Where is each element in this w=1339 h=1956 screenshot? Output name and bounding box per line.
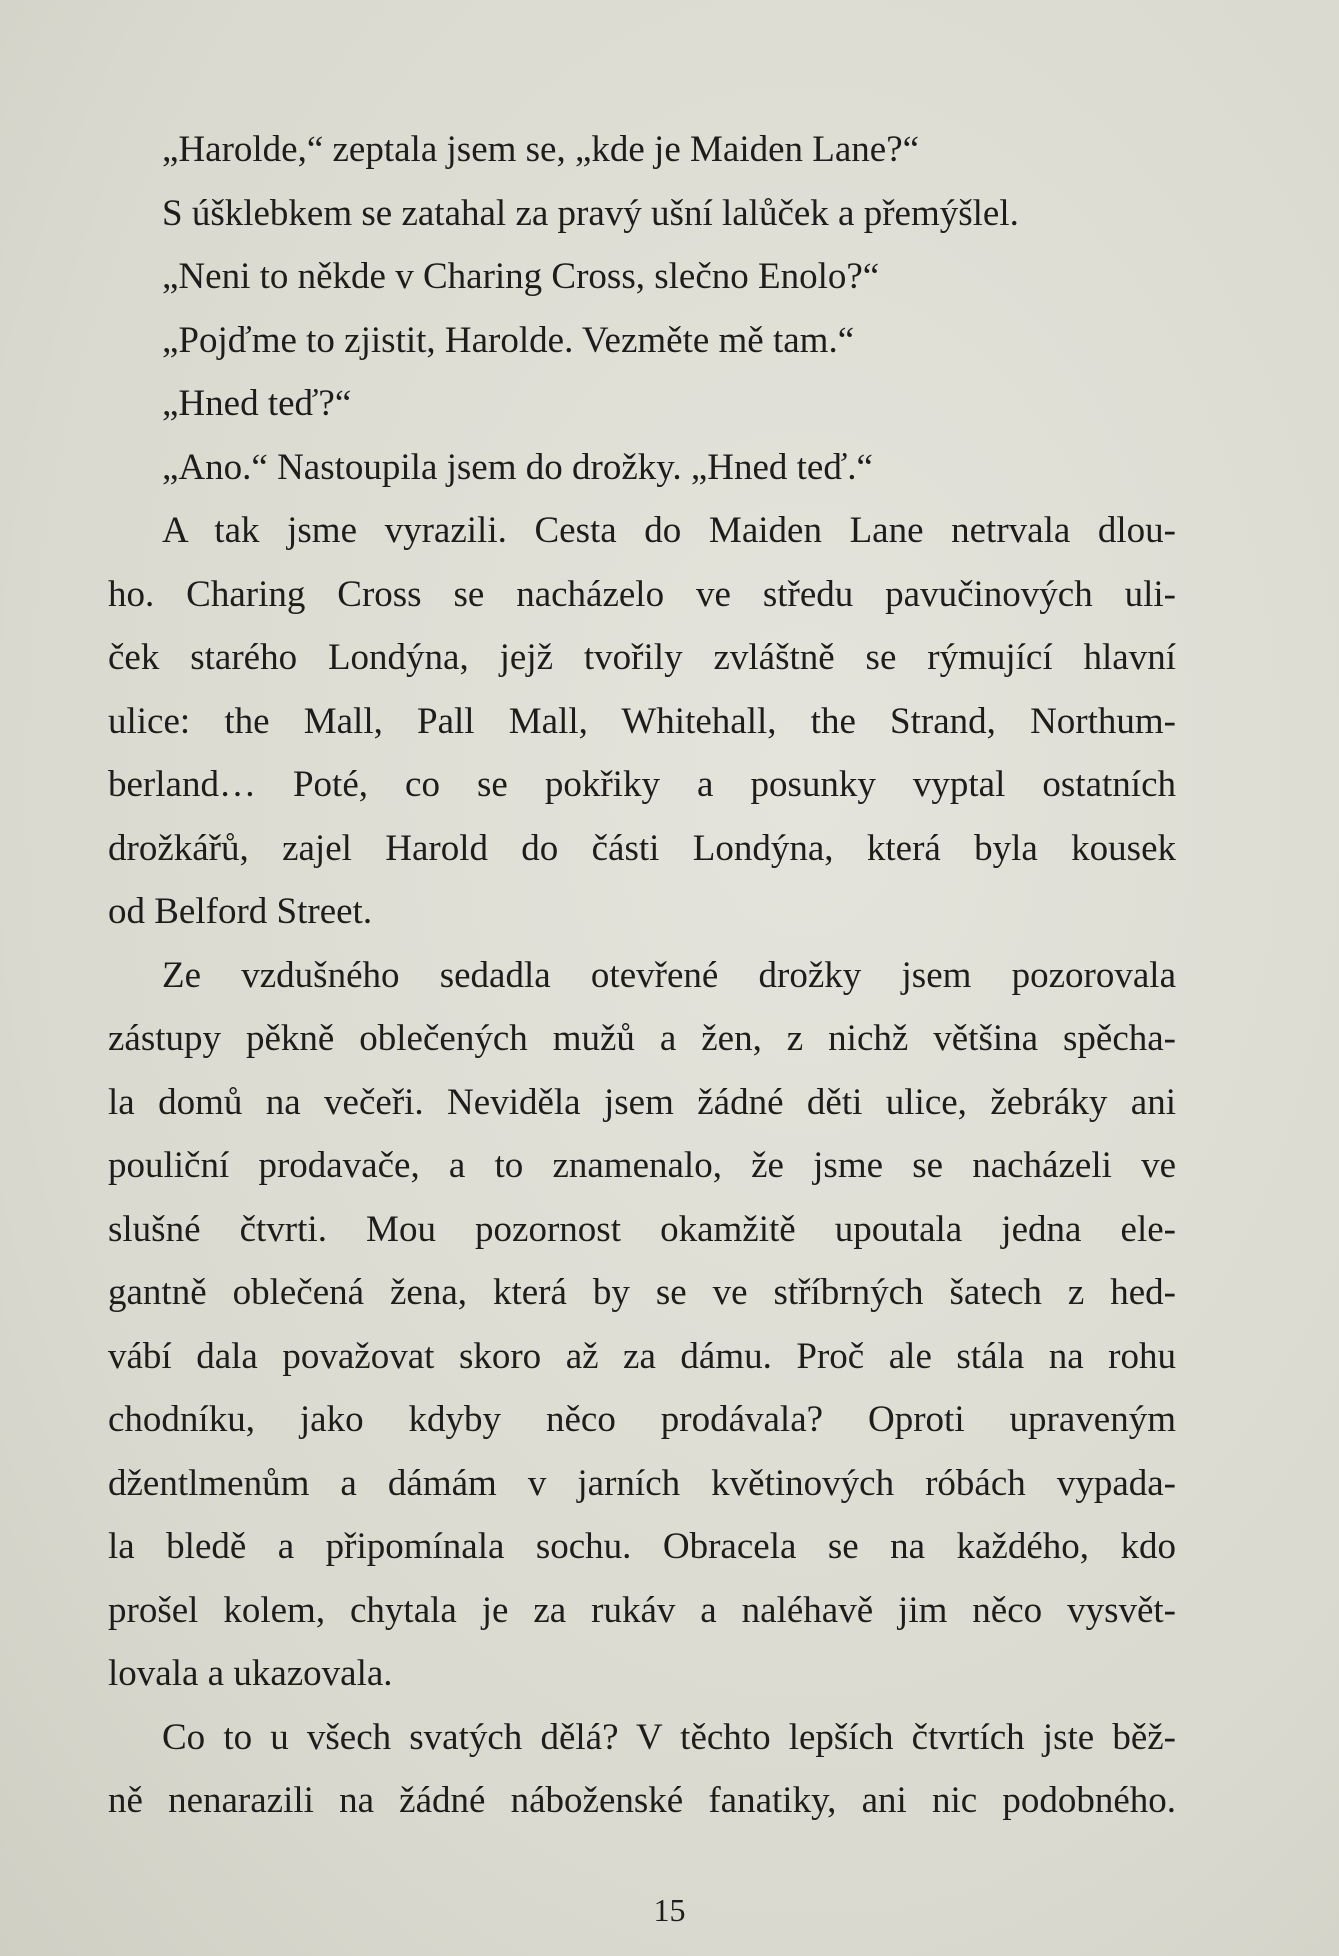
text-line: S úšklebkem se zatahal za pravý ušní lalůček a přemýšlel. (162, 192, 1019, 234)
text-line: „Pojďme to zjistit, Harolde. Vezměte mě tam.“ (162, 319, 855, 361)
text-line: la bledě a připomínala sochu. Obracela se na každého, kdo (108, 1526, 1176, 1567)
text-line: vábí dala považovat skoro až za dámu. Proč ale stála na rohu (108, 1335, 1176, 1377)
text-line: slušné čtvrti. Mou pozornost okamžitě upoutala jedna ele- (108, 1208, 1176, 1250)
text-line: la domů na večeři. Neviděla jsem žádné děti ulice, žebráky ani (108, 1081, 1176, 1123)
text-line: ček starého Londýna, jejž tvořily zvláštně se rýmující hlavní (108, 637, 1176, 678)
text-line: „Neni to někde v Charing Cross, slečno Enolo?“ (162, 256, 880, 297)
text-line: ulice: the Mall, Pall Mall, Whitehall, the Strand, Northum- (108, 700, 1176, 742)
body-text (108, 118, 1176, 1833)
text-line: „Hned teď?“ (162, 383, 352, 424)
text-line: Ze vzdušného sedadla otevřené drožky jsem pozorovala (162, 954, 1176, 996)
text-line: pouliční prodavače, a to znamenalo, že jsme se nacházeli ve (108, 1145, 1176, 1186)
text-line: prošel kolem, chytala je za rukáv a naléhavě jim něco vysvět- (108, 1589, 1176, 1631)
text-line: ně nenarazili na žádné náboženské fanatiky, ani nic podobného. (108, 1780, 1176, 1821)
text-line: od Belford Street. (108, 891, 373, 932)
page-number: 15 (653, 1892, 686, 1928)
text-line: ho. Charing Cross se nacházelo ve středu pavučinových uli- (108, 573, 1176, 615)
text-line: Co to u všech svatých dělá? V těchto lepších čtvrtích jste běž- (162, 1716, 1176, 1758)
text-line: A tak jsme vyrazili. Cesta do Maiden Lane netrvala dlou- (162, 510, 1176, 551)
text-line: drožkářů, zajel Harold do části Londýna, která byla kousek (108, 827, 1176, 869)
text-line: „Harolde,“ zeptala jsem se, „kde je Maiden Lane?“ (162, 129, 920, 170)
text-line: „Ano.“ Nastoupila jsem do drožky. „Hned teď.“ (162, 446, 873, 488)
text-line: džentlmenům a dámám v jarních květinových róbách vypada- (108, 1462, 1176, 1504)
text-line: lovala a ukazovala. (108, 1653, 393, 1694)
text-line: gantně oblečená žena, která by se ve stříbrných šatech z hed- (108, 1272, 1176, 1313)
text-line: chodníku, jako kdyby něco prodávala? Oproti upraveným (108, 1399, 1176, 1440)
text-line: berland… Poté, co se pokřiky a posunky vyptal ostatních (108, 764, 1176, 805)
text-line: zástupy pěkně oblečených mužů a žen, z nichž většina spěcha- (108, 1018, 1176, 1059)
